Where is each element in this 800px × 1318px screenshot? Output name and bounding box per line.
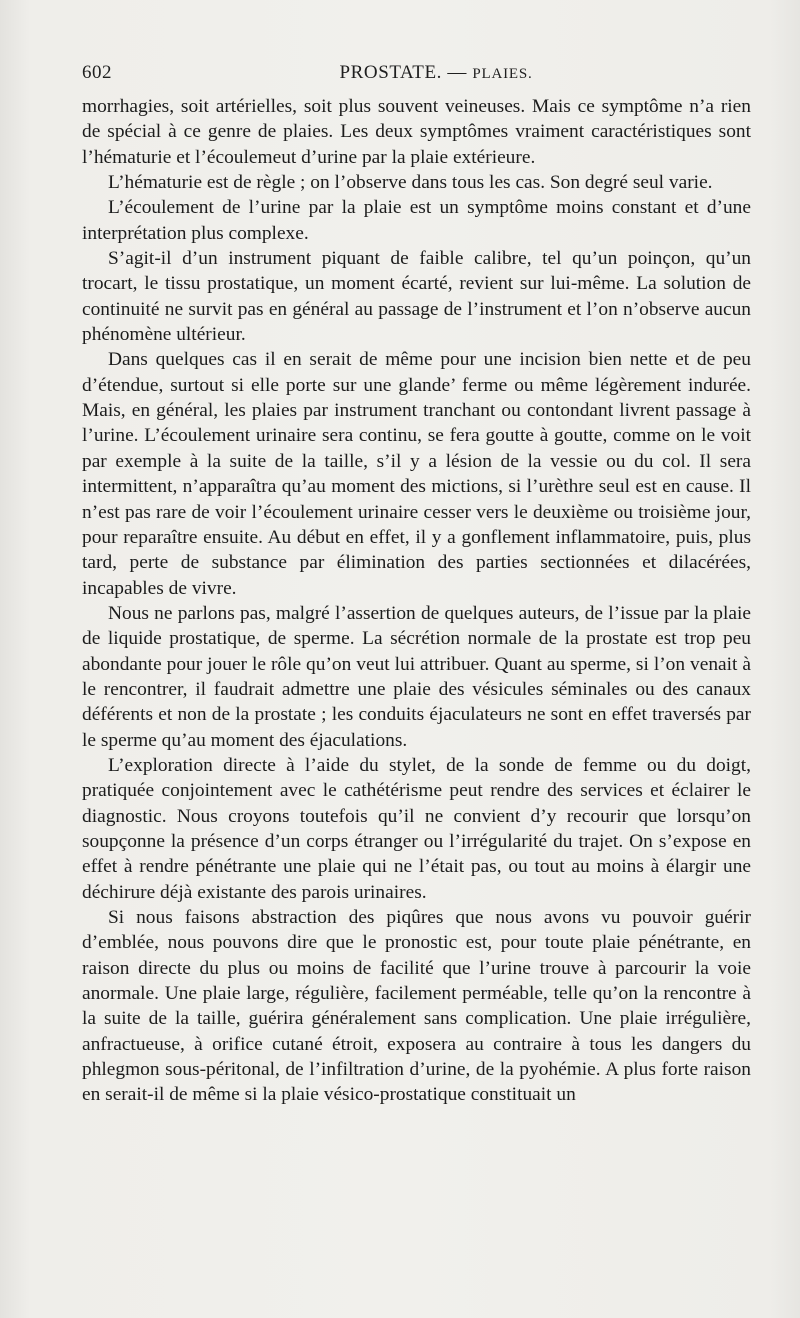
title-separator: — [447,62,467,83]
paragraph: S’agit-il d’un instrument piquant de faible calibre, tel qu’un poinçon, qu’un trocart, le tissu prostatique, un moment écarté, revient sur lui-même. La solution de continuité ne survit pas en général au passage de l’instrument et l’on n’observe aucun phénomène ultérieur. [82,248,751,346]
page-number: 602 [82,62,112,83]
body-text [82,94,751,1108]
paragraph: L’écoulement de l’urine par la plaie est un symptôme moins constant et d’une interprétation plus complexe. [82,197,751,244]
section-title: PLAIES. [472,66,533,82]
running-head [82,62,750,84]
paragraph: Nous ne parlons pas, malgré l’assertion de quelques auteurs, de l’issue par la plaie de liquide prostatique, de sperme. La sécrétion normale de la prostate est trop peu abondante pour jouer le rôle qu’on veut lui attribuer. Quant au sperme, si l’on venait à le rencontrer, il faudrait admettre une plaie des vésicules séminales ou des canaux déférents et non de la prostate ; les conduits éjaculateurs ne sont en effet traversés par le sperme qu’au moment des éjaculations. [82,602,751,751]
paragraph: L’exploration directe à l’aide du stylet, de la sonde de femme ou du doigt, pratiquée conjointement avec le cathétérisme peut rendre des services et éclairer le diagnostic. Nous croyons toutefois qu’il ne convient d’y recourir que lorsqu’on soupçonne la présence d’un corps étranger ou l’irrégularité du trajet. On s’expose en effet à rendre pénétrante une plaie qui ne l’était pas, ou tout au moins à élargir une déchirure déjà existante des parois urinaires. [82,754,751,903]
paragraph: L’hématurie est de règle ; on l’observe dans tous les cas. Son degré seul varie. [108,172,713,194]
running-title: PROSTATE. [339,62,443,83]
paragraph: Si nous faisons abstraction des piqûres que nous avons vu pouvoir guérir d’emblée, nous pouvons dire que le pronostic est, pour toute plaie pénétrante, en raison directe du plus ou moins de facilité que l’urine trouve à parcourir la voie anormale. Une plaie large, régulière, facilement perméable, telle qu’on la rencontre à la suite de la taille, guérira généralement sans complication. Une plaie irrégulière, anfractueuse, à orifice cutané étroit, exposera au contraire à tous les dangers du phlegmon sous-péritonal, de l’infiltration d’urine, de la pyohémie. A plus forte raison en serait-il de même si la plaie vésico-prostatique constituait un [82,907,751,1106]
paragraph-continued: morrhagies, soit artérielles, soit plus souvent veineuses. Mais ce symptôme n’a rien de spécial à ce genre de plaies. Les deux symptômes vraiment caractéristiques sont l’hématurie et l’écoulemeut d’urine par la plaie extérieure. [82,96,751,168]
paragraph: Dans quelques cas il en serait de même pour une incision bien nette et de peu d’étendue, surtout si elle porte sur une glande’ ferme ou même légèrement indurée. Mais, en général, les plaies par instrument tranchant ou contondant livrent passage à l’urine. L’écoulement urinaire sera continu, se fera goutte à goutte, comme on le voit par exemple à la suite de la taille, s’il y a lésion de la vessie ou du col. Il sera intermittent, n’apparaîtra qu’au moment des mictions, si l’urèthre seul est en cause. Il n’est pas rare de voir l’écoulement urinaire cesser vers le deuxième ou troisième jour, pour reparaître ensuite. Au début en effet, il y a gonflement inflammatoire, puis, plus tard, perte de substance par élimination des parties sectionnées et dilacérées, incapables de vivre. [82,349,751,599]
page-header [82,62,750,88]
